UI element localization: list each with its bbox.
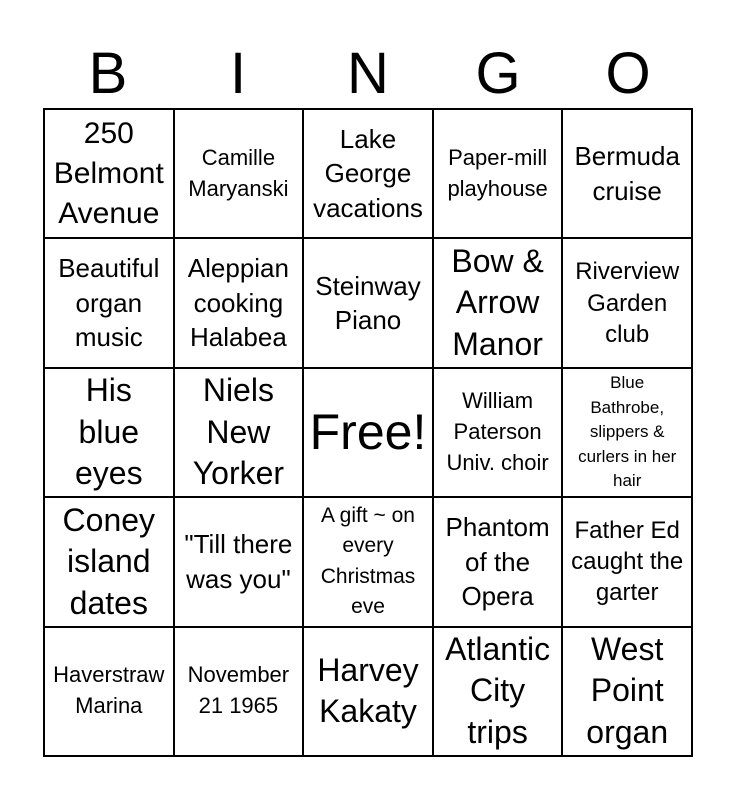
bingo-cell[interactable] bbox=[175, 239, 305, 368]
cell-label: "Till there was you" bbox=[184, 529, 293, 594]
bingo-cell[interactable] bbox=[45, 628, 175, 757]
bingo-cell[interactable] bbox=[563, 628, 693, 757]
header-letter-b: B bbox=[88, 41, 128, 106]
header-letter-i: I bbox=[229, 41, 247, 106]
bingo-cell[interactable] bbox=[45, 498, 175, 627]
bingo-cell[interactable] bbox=[45, 239, 175, 368]
header-letter-n: N bbox=[347, 41, 389, 106]
bingo-cell[interactable] bbox=[434, 628, 564, 757]
bingo-cell[interactable] bbox=[434, 110, 564, 239]
bingo-cell[interactable] bbox=[563, 110, 693, 239]
cell-label: Coney island dates bbox=[62, 501, 156, 621]
bingo-cell[interactable] bbox=[304, 110, 434, 239]
cell-label: Bow & Arrow Manor bbox=[451, 242, 544, 362]
cell-label: November 21 1965 bbox=[187, 662, 290, 719]
cell-label: Paper-mill playhouse bbox=[447, 144, 548, 201]
bingo-cell[interactable] bbox=[304, 239, 434, 368]
cell-label: Lake George vacations bbox=[313, 123, 423, 223]
bingo-cell[interactable] bbox=[563, 239, 693, 368]
cell-label: Father Ed caught the garter bbox=[571, 517, 684, 607]
bingo-cell[interactable] bbox=[304, 498, 434, 627]
bingo-cell[interactable] bbox=[175, 110, 305, 239]
cell-label: William Paterson Univ. choir bbox=[446, 388, 549, 475]
cell-label: Atlantic City trips bbox=[445, 630, 551, 751]
cell-label: Niels New Yorker bbox=[192, 372, 285, 492]
bingo-cell[interactable] bbox=[175, 628, 305, 757]
header-letter-g: G bbox=[475, 41, 521, 106]
bingo-cell[interactable] bbox=[45, 110, 175, 239]
bingo-cell[interactable] bbox=[434, 369, 564, 498]
cell-label: Aleppian cooking Halabea bbox=[187, 253, 289, 353]
bingo-cell[interactable] bbox=[434, 239, 564, 368]
cell-label: A gift ~ on every Christmas eve bbox=[320, 504, 416, 619]
bingo-card-grid bbox=[43, 108, 693, 757]
bingo-cell[interactable] bbox=[304, 628, 434, 757]
cell-label: Harvey Kakaty bbox=[317, 651, 419, 730]
bingo-header bbox=[43, 40, 693, 108]
cell-label: Haverstraw Marina bbox=[53, 662, 165, 719]
bingo-cell[interactable] bbox=[563, 369, 693, 498]
free-space-label: Free! bbox=[309, 403, 427, 460]
cell-label: West Point organ bbox=[586, 630, 669, 751]
bingo-cell[interactable] bbox=[45, 369, 175, 498]
cell-label: 250 Belmont Avenue bbox=[53, 116, 164, 230]
cell-label: Blue Bathrobe, slippers & curlers in her hair bbox=[578, 372, 677, 491]
free-space-cell[interactable] bbox=[304, 369, 434, 498]
bingo-cell[interactable] bbox=[175, 498, 305, 627]
cell-label: Phantom of the Opera bbox=[445, 512, 550, 612]
cell-label: Riverview Garden club bbox=[575, 258, 680, 348]
cell-label: Steinway Piano bbox=[315, 270, 421, 336]
bingo-cell[interactable] bbox=[175, 369, 305, 498]
cell-label: Bermuda cruise bbox=[574, 141, 680, 206]
cell-label: His blue eyes bbox=[75, 372, 143, 492]
bingo-cell[interactable] bbox=[434, 498, 564, 627]
bingo-cell[interactable] bbox=[563, 498, 693, 627]
cell-label: Camille Maryanski bbox=[188, 144, 289, 201]
header-letter-o: O bbox=[605, 41, 651, 106]
cell-label: Beautiful organ music bbox=[58, 253, 160, 353]
